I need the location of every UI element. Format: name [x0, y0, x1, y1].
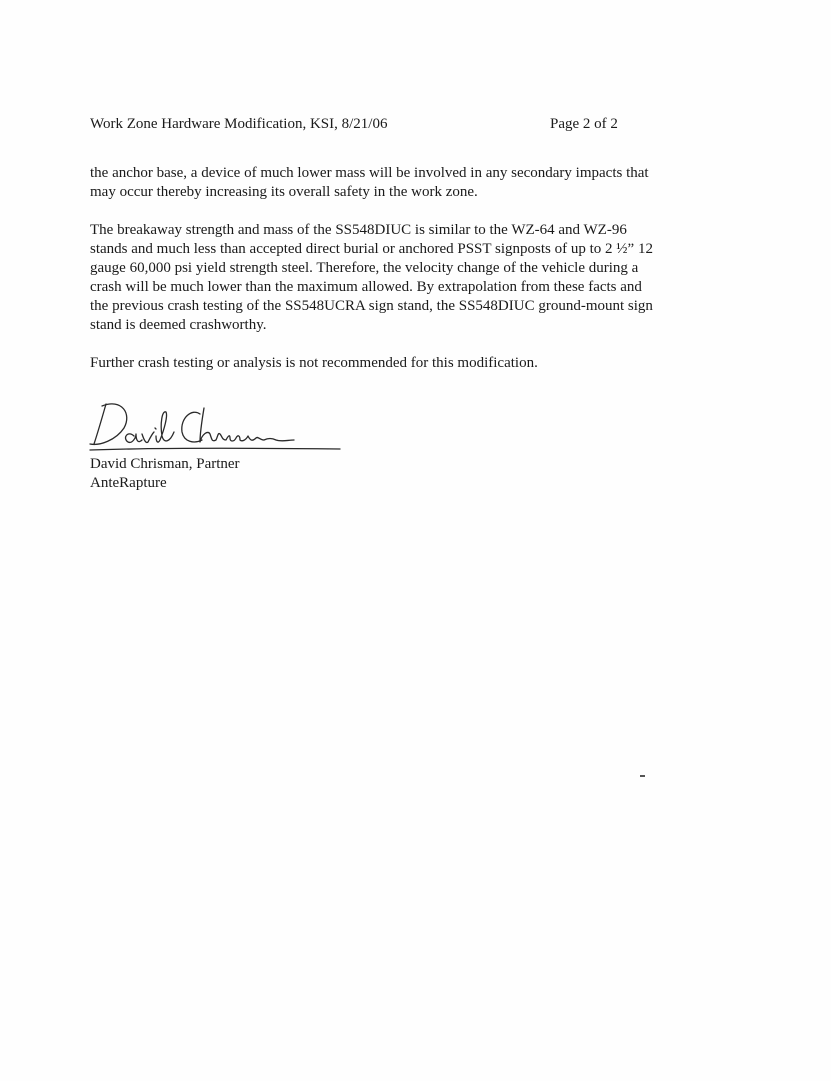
handwritten-signature [88, 396, 348, 456]
paragraph-2 [90, 221, 730, 335]
paragraph-line: Further crash testing or analysis is not recommended for this modification. [90, 355, 538, 371]
header-title: Work Zone Hardware Modification, KSI, 8/21/06 [90, 116, 388, 132]
paragraph-line: the anchor base, a device of much lower mass will be involved in any secondary impacts that [90, 165, 649, 181]
signature-block [90, 455, 240, 493]
paragraph-line: stands and much less than accepted direct burial or anchored PSST signposts of up to 2 ½” 12 [90, 241, 653, 257]
paragraph-line: The breakaway strength and mass of the SS548DIUC is similar to the WZ-64 and WZ-96 [90, 222, 627, 238]
paragraph-line: may occur thereby increasing its overall safety in the work zone. [90, 184, 478, 200]
company-name: AnteRapture [90, 475, 167, 491]
paragraph-line: the previous crash testing of the SS548UCRA sign stand, the SS548DIUC ground-mount sign [90, 298, 653, 314]
paragraph-3 [90, 354, 730, 373]
paragraph-line: stand is deemed crashworthy. [90, 317, 267, 333]
page-number: Page 2 of 2 [550, 116, 618, 132]
signatory-name: David Chrisman, Partner [90, 456, 240, 472]
scan-artifact [640, 775, 645, 777]
letter-body [90, 164, 730, 373]
paragraph-1 [90, 164, 730, 202]
paragraph-line: gauge 60,000 psi yield strength steel. Therefore, the velocity change of the vehicle during a [90, 260, 639, 276]
paragraph-line: crash will be much lower than the maximum allowed. By extrapolation from these facts and [90, 279, 642, 295]
